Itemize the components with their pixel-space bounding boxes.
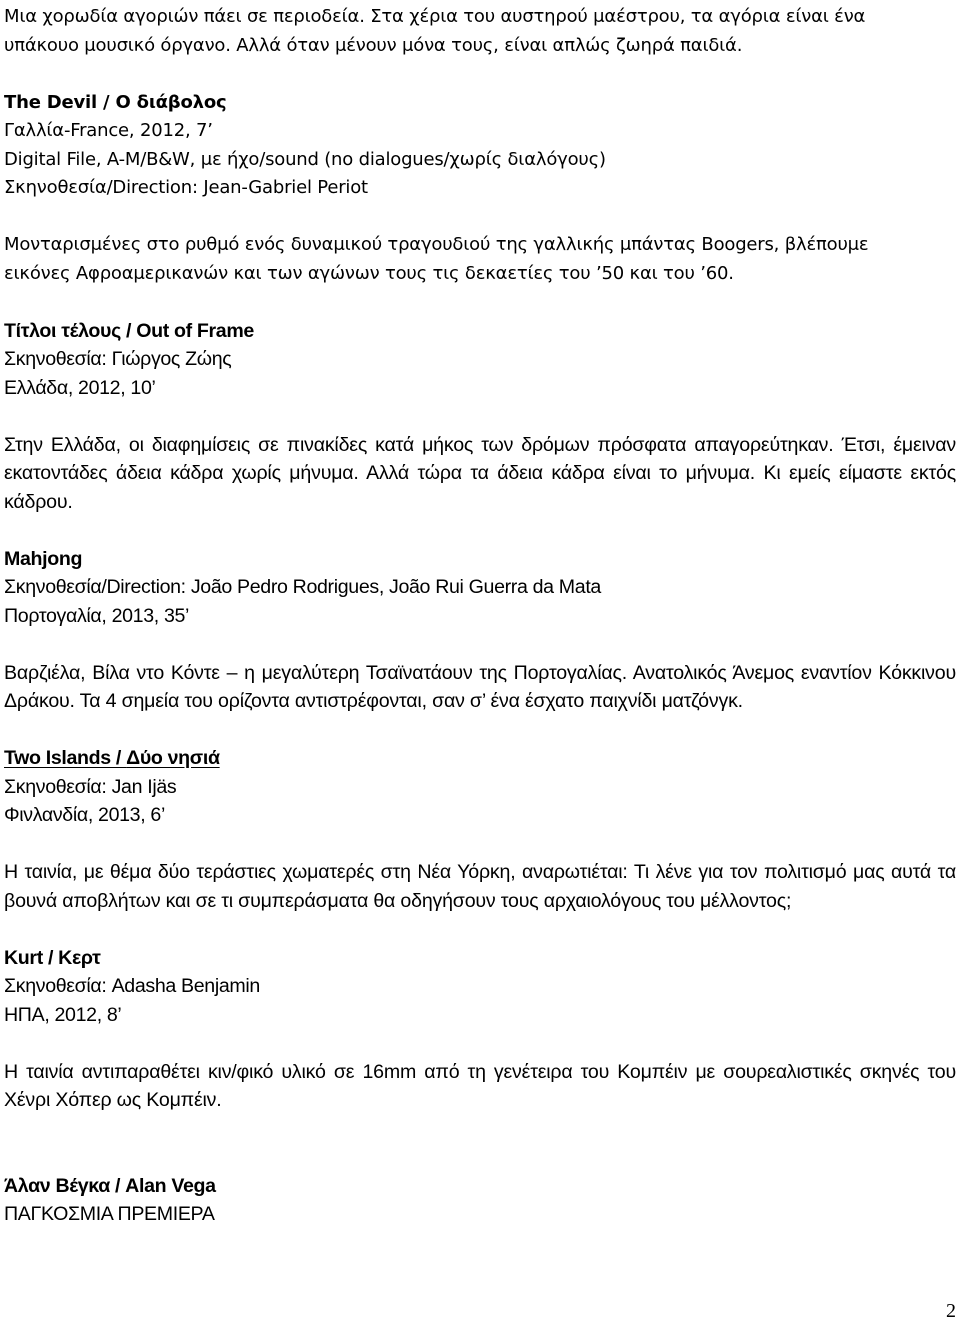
film-title — [4, 744, 956, 773]
film-meta-direction: Σκηνοθεσία: Γιώργος Ζώης — [4, 348, 232, 370]
film-title-greek: Δύο νησιά — [126, 747, 220, 769]
film-title: Άλαν Βέγκα / Alan Vega — [4, 1174, 216, 1197]
page-number: 2 — [946, 1300, 956, 1322]
film-description: Στην Ελλάδα, οι διαφημίσεις σε πινακίδες κατά μήκος των δρόμων πρόσφατα απαγορεύτηκαν. Έτσι, έμειναν εκατοντάδες άδεια κάδρα χωρίς μήνυμα. Αλλά τώρα τα άδεια κάδρα είναι το μήνυμα. Κι εμείς είμαστε εκτός κάδρου. — [4, 433, 956, 513]
film-meta-country-year: Φινλανδία, 2013, 6’ — [4, 804, 165, 826]
film-title: Mahjong — [4, 547, 83, 570]
film-title: Τίτλοι τέλους / Out of Frame — [4, 319, 254, 342]
film-meta-direction: Σκηνοθεσία: Adasha Benjamin — [4, 975, 260, 997]
film-premiere-label: ΠΑΓΚΟΣΜΙΑ ΠΡΕΜΙΕΡΑ — [4, 1203, 215, 1225]
film-title-latin: Two Islands / — [4, 747, 127, 769]
film-description-line-2: εικόνες Αφροαμερικανών και των αγώνων τους τις δεκαετίες του ’50 και του ’60. — [4, 262, 734, 284]
film-meta-country-year: ΗΠΑ, 2012, 8’ — [4, 1003, 122, 1026]
film-description: Η ταινία αντιπαραθέτει κιν/φικό υλικό σε 16mm από τη γενέτειρα του Κομπέιν με σουρεαλιστικές σκηνές του Χένρι Χόπερ ως Κομπέιν. — [4, 1060, 956, 1111]
film-title: Kurt / Κερτ — [4, 946, 101, 969]
film-meta-direction: Σκηνοθεσία: Jan Ijäs — [4, 775, 177, 798]
intro-line-1: Μια χορωδία αγοριών πάει σε περιοδεία. Στα χέρια του αυστηρού μαέστρου, τα αγόρια είναι ένα — [4, 6, 866, 27]
film-description: Βαρζιέλα, Βίλα ντο Κόντε – η μεγαλύτερη Τσαϊνατάουν της Πορτογαλίας. Ανατολικός Άνεμος εναντίον Κόκκινου Δράκου. Τα 4 σημεία του ορίζοντα αντιστρέφονται, σαν σ’ ένα έσχατο παιχνίδι ματζόνγκ. — [4, 661, 956, 712]
film-meta-country-year: Ελλάδα, 2012, 10’ — [4, 376, 156, 399]
document-page — [4, 0, 956, 1229]
film-meta-country-year: Πορτογαλία, 2013, 35’ — [4, 604, 190, 627]
film-description: Η ταινία, με θέμα δύο τεράστιες χωματερές στη Νέα Υόρκη, αναρωτιέται: Τι λένε για τον πολιτισμό μας αυτά τα βουνά αποβλήτων και σε τι συμπεράσματα θα οδηγήσουν τους αρχαιολόγους του μέλλοντος; — [4, 861, 956, 912]
film-description-line-1: Μονταρισμένες στο ρυθμό ενός δυναμικού τραγουδιού της γαλλικής μπάντας Boogers, βλέπουμε — [4, 234, 869, 255]
film-meta-direction: Σκηνοθεσία/Direction: João Pedro Rodrigues, João Rui Guerra da Mata — [4, 576, 601, 598]
film-meta-direction: Σκηνοθεσία/Direction: Jean-Gabriel Periot — [4, 177, 368, 198]
film-meta-format: Digital File, A-M/B&W, με ήχο/sound (no dialogues/χωρίς διαλόγους) — [4, 148, 606, 170]
film-title: The Devil / Ο διάβολος — [4, 91, 227, 113]
film-meta-country-year: Γαλλία-France, 2012, 7’ — [4, 120, 213, 141]
intro-line-2: υπάκουο μουσικό όργανο. Αλλά όταν μένουν μόνα τους, είναι απλώς ζωηρά παιδιά. — [4, 34, 743, 56]
